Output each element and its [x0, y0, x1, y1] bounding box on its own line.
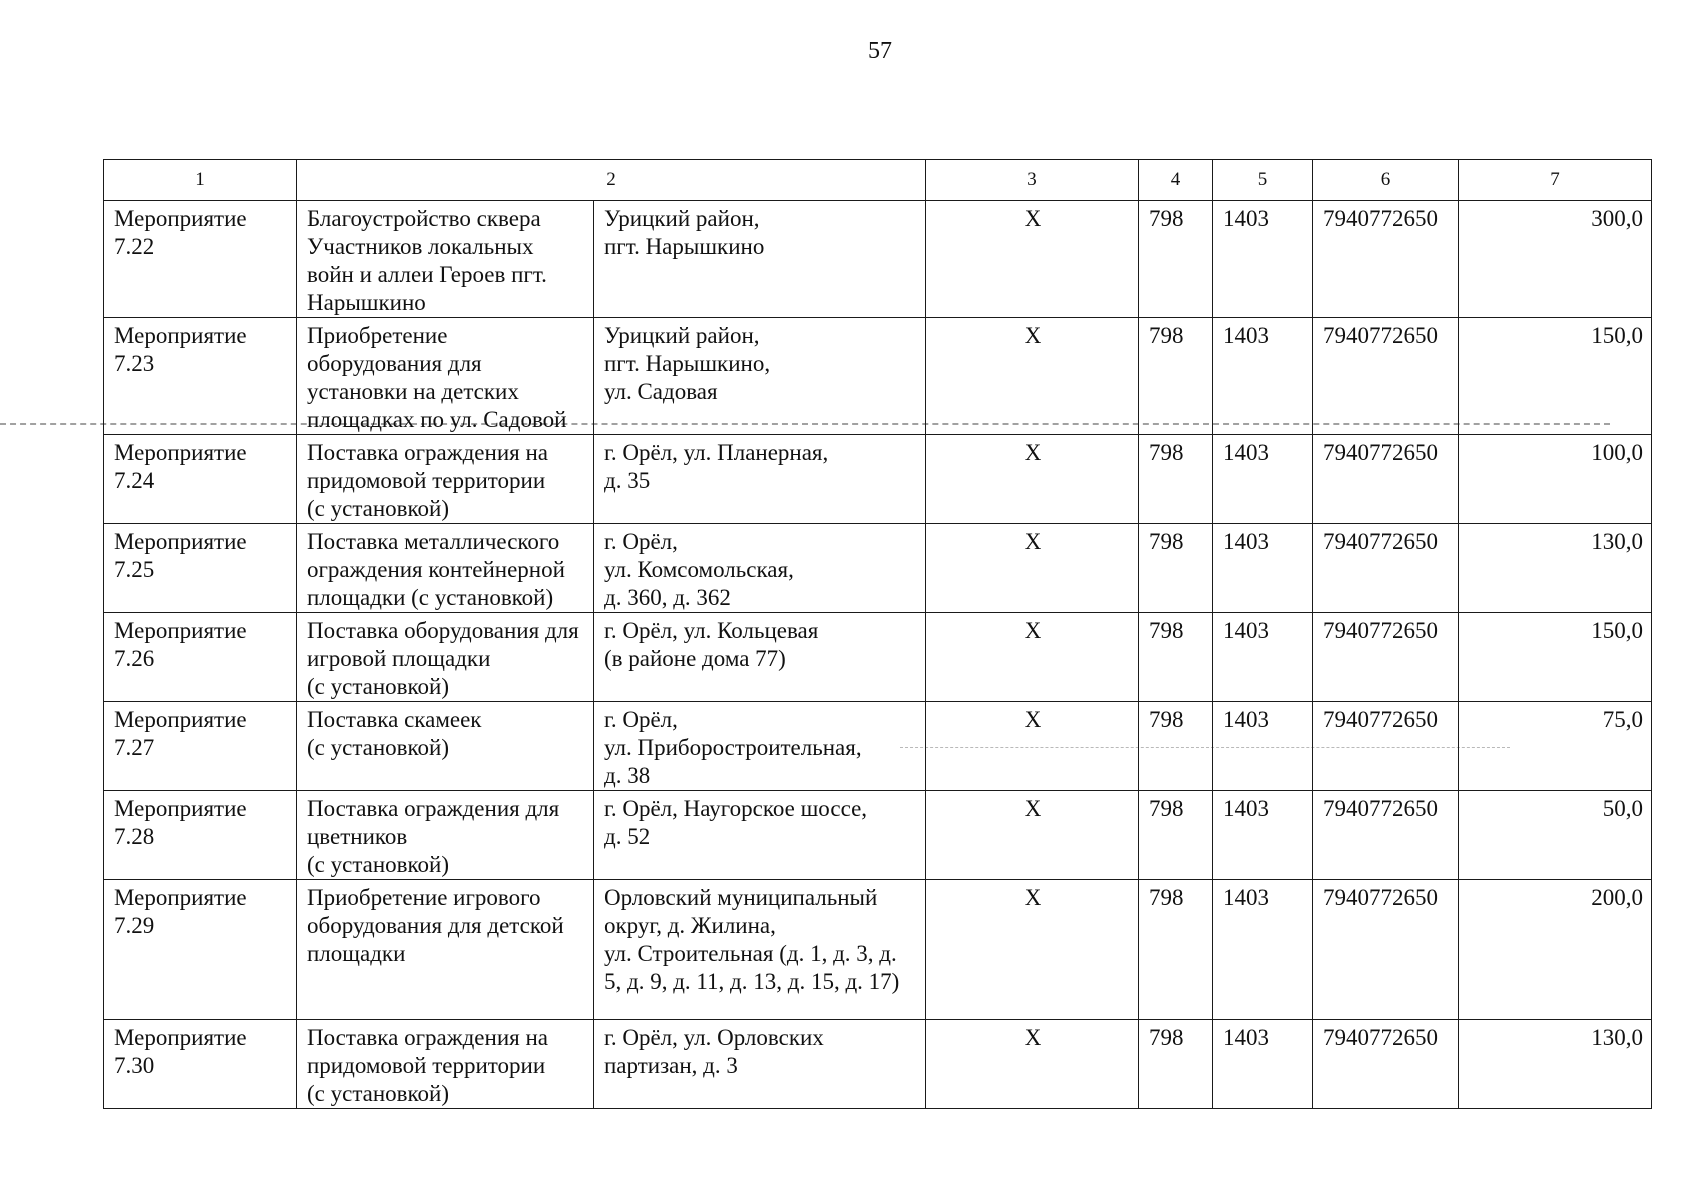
table-row	[104, 880, 1652, 1020]
table-row	[104, 613, 1652, 702]
name-cell: Поставка скамеек (с установкой)	[297, 702, 594, 791]
name-cell: Поставка ограждения на придомовой территории (с установкой)	[297, 1020, 594, 1109]
amount-cell: 100,0	[1459, 435, 1652, 524]
address-cell: Урицкий район, пгт. Нарышкино, ул. Садовая	[594, 318, 926, 435]
mark-cell: X	[926, 880, 1139, 1020]
address-cell: г. Орёл, ул. Приборостроительная, д. 38	[594, 702, 926, 791]
section-cell: 1403	[1213, 791, 1313, 880]
code-cell: 798	[1139, 318, 1213, 435]
address-cell: Орловский муниципальный округ, д. Жилина, ул. Строительная (д. 1, д. 3, д. 5, д. 9, д. 11, д. 13, д. 15, д. 17)	[594, 880, 926, 1020]
header-col-7: 7	[1459, 160, 1652, 201]
code-cell: 798	[1139, 435, 1213, 524]
target-code-cell: 7940772650	[1313, 880, 1459, 1020]
section-cell: 1403	[1213, 201, 1313, 318]
table-body	[104, 201, 1652, 1109]
table-row	[104, 524, 1652, 613]
event-cell: Мероприятие 7.25	[104, 524, 297, 613]
target-code-cell: 7940772650	[1313, 1020, 1459, 1109]
mark-cell: X	[926, 702, 1139, 791]
address-cell: Урицкий район, пгт. Нарышкино	[594, 201, 926, 318]
event-cell: Мероприятие 7.30	[104, 1020, 297, 1109]
code-cell: 798	[1139, 791, 1213, 880]
header-col-2: 2	[297, 160, 926, 201]
event-cell: Мероприятие 7.24	[104, 435, 297, 524]
event-cell: Мероприятие 7.27	[104, 702, 297, 791]
table-row	[104, 435, 1652, 524]
page-number: 57	[868, 38, 892, 64]
amount-cell: 130,0	[1459, 1020, 1652, 1109]
code-cell: 798	[1139, 524, 1213, 613]
address-cell: г. Орёл, ул. Планерная, д. 35	[594, 435, 926, 524]
mark-cell: X	[926, 613, 1139, 702]
code-cell: 798	[1139, 201, 1213, 318]
address-cell: г. Орёл, ул. Кольцевая (в районе дома 77)	[594, 613, 926, 702]
name-cell: Поставка металлического ограждения контейнерной площадки (с установкой)	[297, 524, 594, 613]
section-cell: 1403	[1213, 613, 1313, 702]
code-cell: 798	[1139, 880, 1213, 1020]
target-code-cell: 7940772650	[1313, 791, 1459, 880]
name-cell: Благоустройство сквера Участников локальных войн и аллеи Героев пгт. Нарышкино	[297, 201, 594, 318]
target-code-cell: 7940772650	[1313, 524, 1459, 613]
amount-cell: 150,0	[1459, 318, 1652, 435]
amount-cell: 75,0	[1459, 702, 1652, 791]
target-code-cell: 7940772650	[1313, 201, 1459, 318]
amount-cell: 200,0	[1459, 880, 1652, 1020]
mark-cell: X	[926, 791, 1139, 880]
event-cell: Мероприятие 7.23	[104, 318, 297, 435]
address-cell: г. Орёл, ул. Орловских партизан, д. 3	[594, 1020, 926, 1109]
address-cell: г. Орёл, Наугорское шоссе, д. 52	[594, 791, 926, 880]
address-cell: г. Орёл, ул. Комсомольская, д. 360, д. 362	[594, 524, 926, 613]
table-row	[104, 791, 1652, 880]
section-cell: 1403	[1213, 702, 1313, 791]
budget-table	[103, 159, 1652, 1109]
mark-cell: X	[926, 318, 1139, 435]
event-cell: Мероприятие 7.29	[104, 880, 297, 1020]
mark-cell: X	[926, 1020, 1139, 1109]
header-col-5: 5	[1213, 160, 1313, 201]
amount-cell: 50,0	[1459, 791, 1652, 880]
name-cell: Поставка ограждения для цветников (с установкой)	[297, 791, 594, 880]
target-code-cell: 7940772650	[1313, 318, 1459, 435]
table-header-row	[104, 160, 1652, 201]
section-cell: 1403	[1213, 1020, 1313, 1109]
mark-cell: X	[926, 435, 1139, 524]
header-col-6: 6	[1313, 160, 1459, 201]
table-row	[104, 702, 1652, 791]
section-cell: 1403	[1213, 880, 1313, 1020]
table-row	[104, 1020, 1652, 1109]
table-row	[104, 318, 1652, 435]
header-col-1: 1	[104, 160, 297, 201]
event-cell: Мероприятие 7.28	[104, 791, 297, 880]
code-cell: 798	[1139, 1020, 1213, 1109]
target-code-cell: 7940772650	[1313, 435, 1459, 524]
table-row	[104, 201, 1652, 318]
event-cell: Мероприятие 7.22	[104, 201, 297, 318]
name-cell: Приобретение игрового оборудования для детской площадки	[297, 880, 594, 1020]
section-cell: 1403	[1213, 524, 1313, 613]
section-cell: 1403	[1213, 435, 1313, 524]
event-cell: Мероприятие 7.26	[104, 613, 297, 702]
amount-cell: 300,0	[1459, 201, 1652, 318]
name-cell: Поставка ограждения на придомовой территории (с установкой)	[297, 435, 594, 524]
mark-cell: X	[926, 524, 1139, 613]
code-cell: 798	[1139, 702, 1213, 791]
target-code-cell: 7940772650	[1313, 613, 1459, 702]
amount-cell: 150,0	[1459, 613, 1652, 702]
section-cell: 1403	[1213, 318, 1313, 435]
header-col-4: 4	[1139, 160, 1213, 201]
name-cell: Поставка оборудования для игровой площадки (с установкой)	[297, 613, 594, 702]
header-col-3: 3	[926, 160, 1139, 201]
amount-cell: 130,0	[1459, 524, 1652, 613]
mark-cell: X	[926, 201, 1139, 318]
target-code-cell: 7940772650	[1313, 702, 1459, 791]
code-cell: 798	[1139, 613, 1213, 702]
name-cell: Приобретение оборудования для установки на детских площадках по ул. Садовой	[297, 318, 594, 435]
